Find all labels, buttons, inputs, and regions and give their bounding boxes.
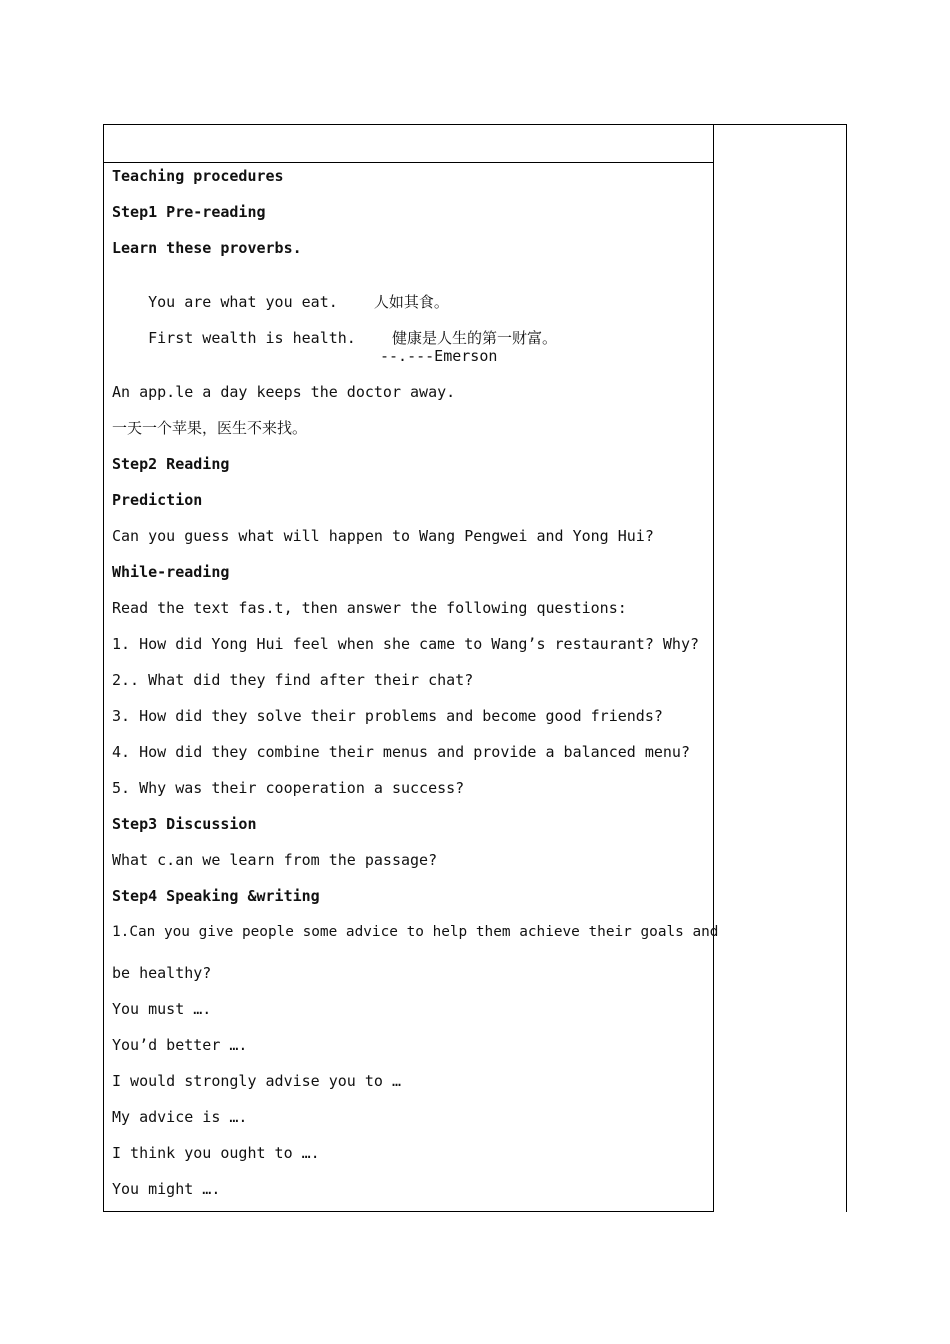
discussion-question: What c.an we learn from the passage? [112, 851, 438, 869]
phrase-3: I would strongly advise you to … [112, 1072, 401, 1090]
step4-heading: Step4 Speaking &writing [112, 887, 320, 905]
proverb-3-en: An app.le a day keeps the doctor away. [112, 383, 456, 401]
question-3: 3. How did they solve their problems and become good friends? [112, 707, 663, 725]
step1-heading: Step1 Pre-reading [112, 203, 266, 221]
question-2: 2.. What did they find after their chat? [112, 671, 474, 689]
proverb-1-en: You are what you eat. [148, 293, 338, 311]
prediction-question: Can you guess what will happen to Wang Pengwei and Yong Hui? [112, 527, 654, 545]
step2-heading: Step2 Reading [112, 455, 230, 473]
phrase-5: I think you ought to …. [112, 1144, 320, 1162]
phrase-2: You’d better …. [112, 1036, 248, 1054]
prediction-heading: Prediction [112, 491, 203, 509]
while-reading-heading: While-reading [112, 563, 230, 581]
header-row-divider [103, 162, 714, 163]
question-5: 5. Why was their cooperation a success? [112, 779, 465, 797]
proverb-3-cn: 一天一个苹果，医生不来找。 [112, 419, 308, 437]
table-left-border [103, 124, 104, 1212]
table-top-border [103, 124, 847, 125]
step3-heading: Step3 Discussion [112, 815, 257, 833]
advice-question-line-2: be healthy? [112, 964, 212, 982]
question-4: 4. How did they combine their menus and provide a balanced menu? [112, 743, 690, 761]
proverb-attribution: --.---Emerson [380, 347, 498, 365]
column-divider [713, 124, 714, 1212]
proverb-2-cn: 健康是人生的第一财富。 [391, 329, 557, 347]
proverb-2-en: First wealth is health. [148, 329, 356, 347]
learn-proverbs-heading: Learn these proverbs. [112, 239, 302, 257]
teaching-procedures-heading: Teaching procedures [112, 167, 284, 185]
phrase-1: You must …. [112, 1000, 212, 1018]
advice-question-line-1: 1.Can you give people some advice to help them achieve their goals and [112, 924, 719, 940]
proverb-1-cn: 人如其食。 [373, 293, 449, 311]
phrase-6: You might …. [112, 1180, 221, 1198]
phrase-4: My advice is …. [112, 1108, 248, 1126]
table-right-border [846, 124, 847, 1212]
question-1: 1. How did Yong Hui feel when she came to Wang’s restaurant? Why? [112, 635, 699, 653]
table-bottom-border [103, 1211, 714, 1212]
read-instruction: Read the text fas.t, then answer the following questions: [112, 599, 627, 617]
